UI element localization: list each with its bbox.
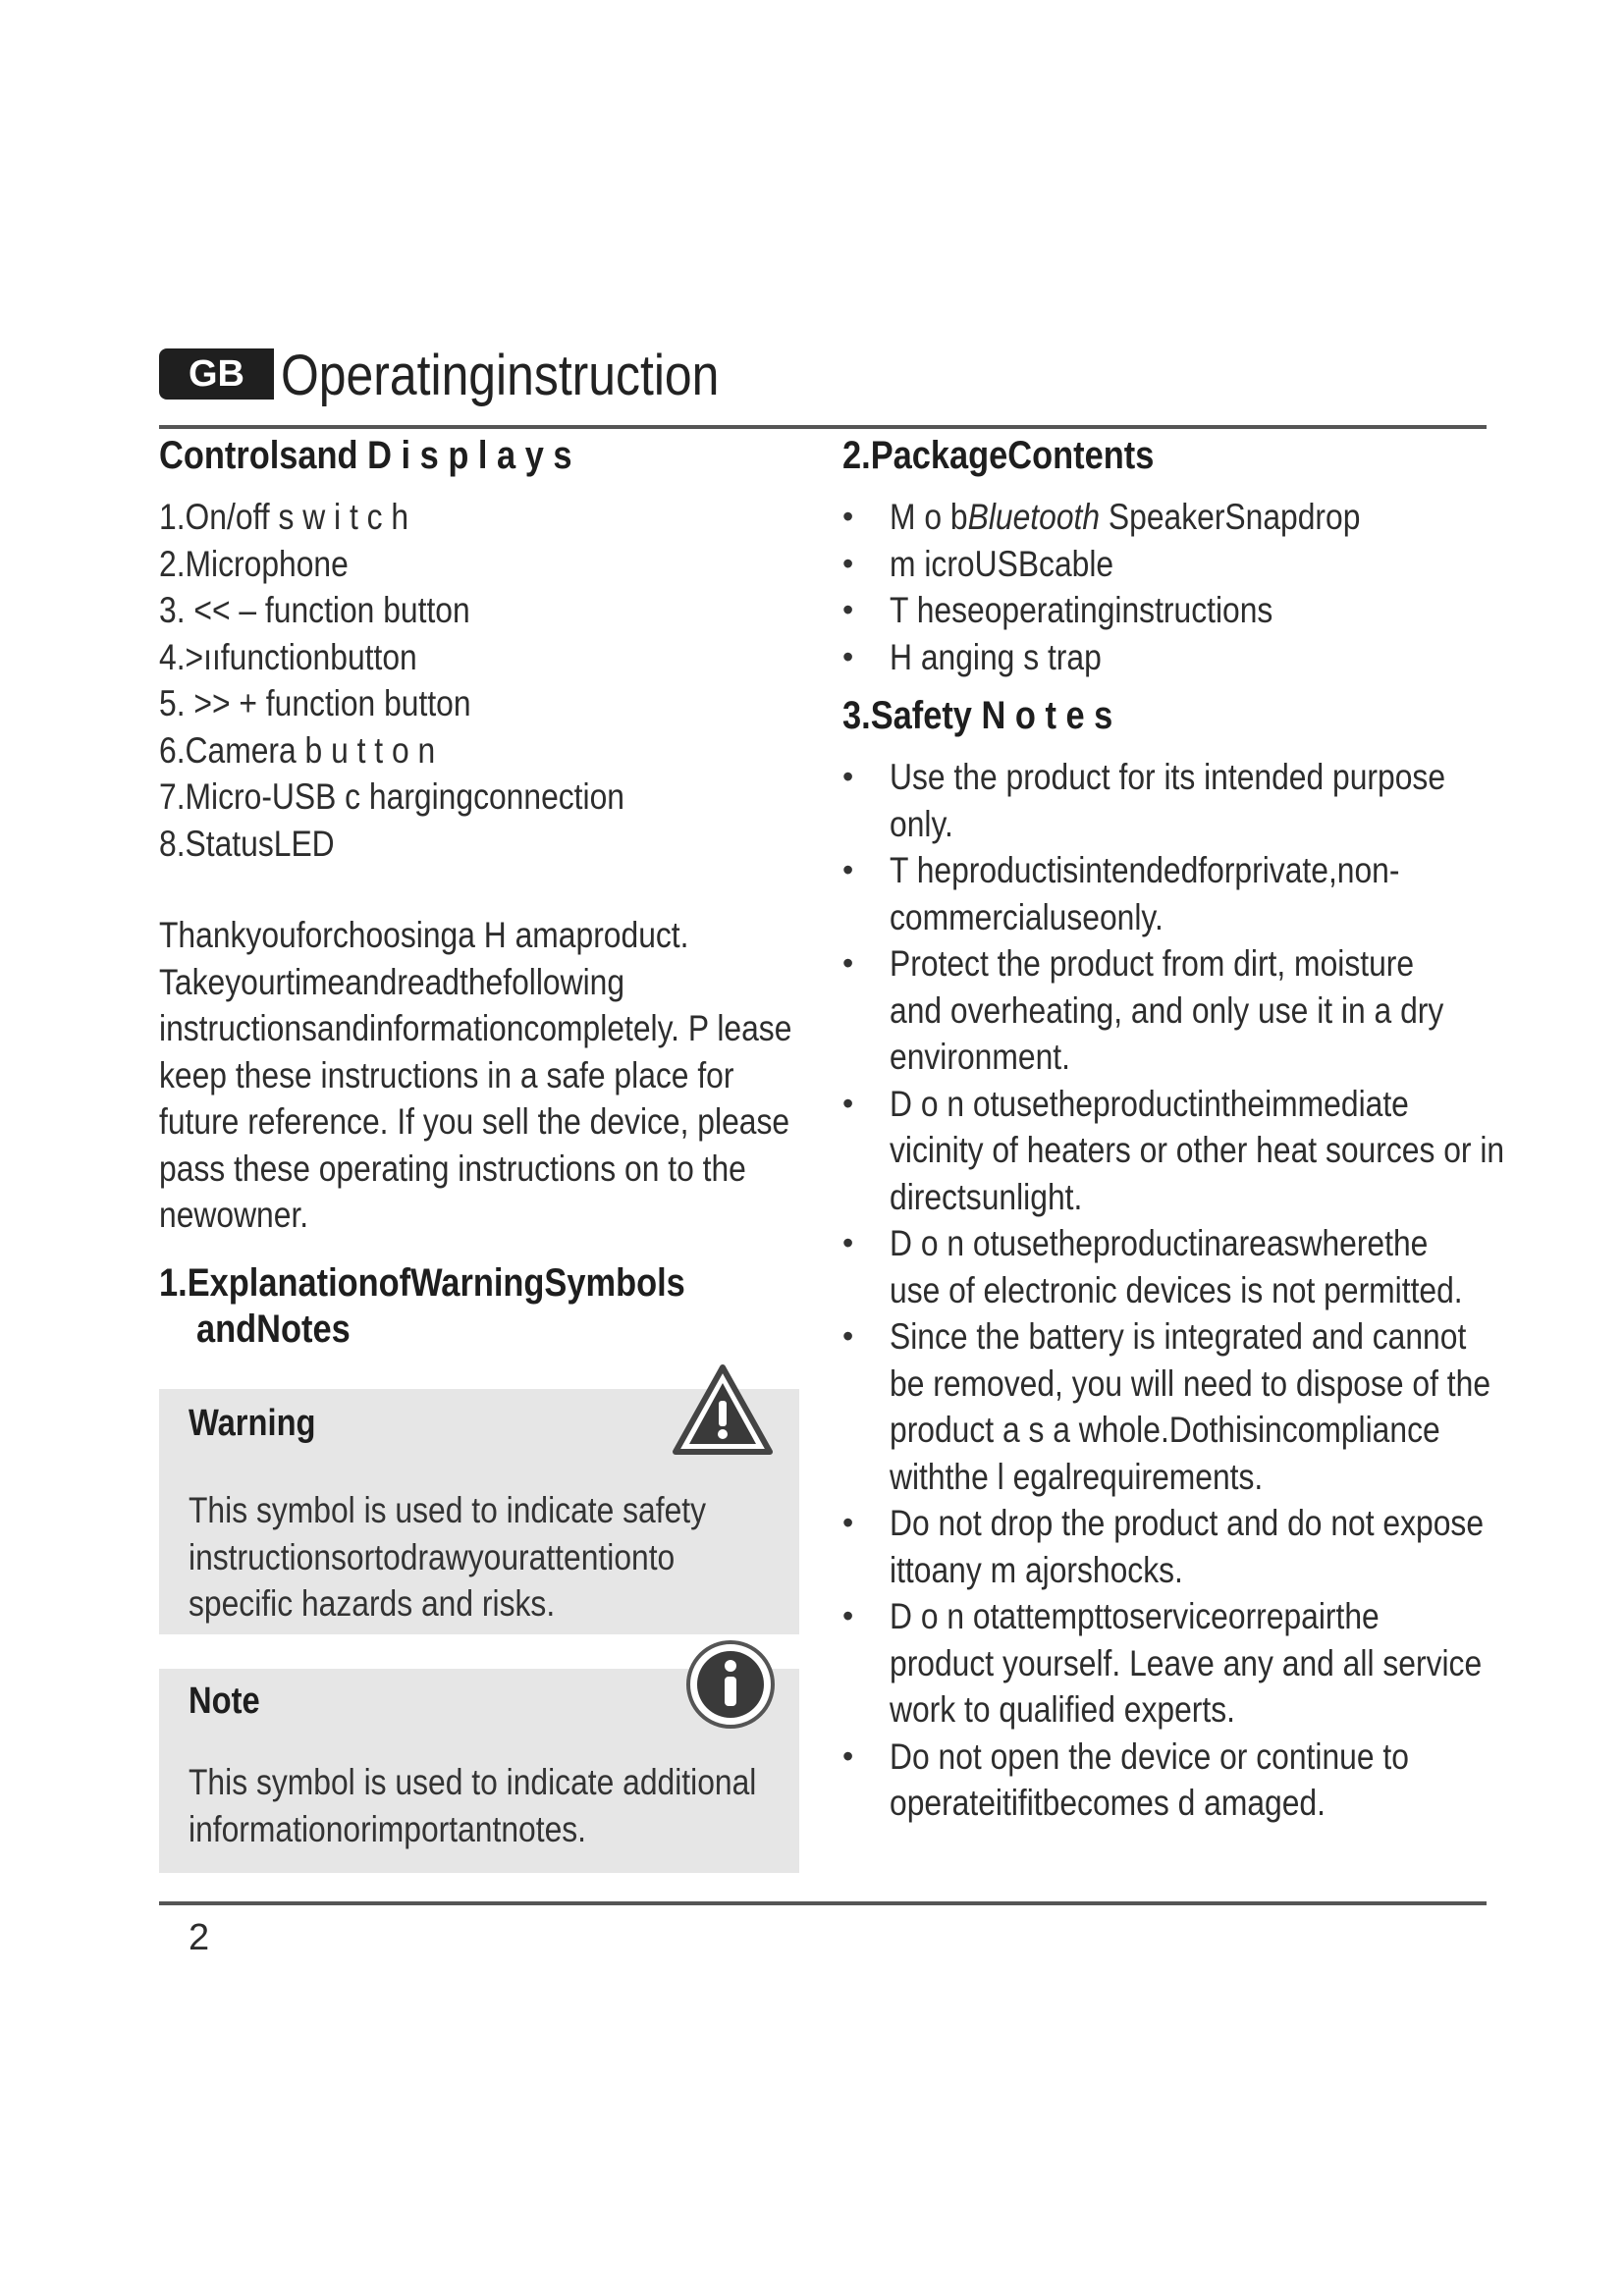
package-item: • T heseoperatinginstructions [842, 587, 1487, 634]
document-title: Operatinginstruction [281, 344, 720, 407]
note-line: informationorimportantnotes. [189, 1808, 587, 1849]
controls-item: 2.Microphone [159, 543, 349, 584]
intro-line: Takeyourtimeandreadthefollowing [159, 961, 625, 1002]
intro-line: instructionsandinformationcompletely. P lease [159, 1008, 792, 1048]
warning-box [159, 1389, 799, 1634]
safety-list [842, 754, 1505, 1827]
warning-text [189, 1487, 790, 1628]
controls-item: 1.On/off s w i t c h [159, 497, 409, 537]
safety-item: • Do not drop the product and do not expose ittoany m ajorshocks. [842, 1500, 1487, 1593]
package-item: • m icroUSBcable [842, 541, 1487, 588]
footer-rule [159, 1901, 1487, 1905]
package-heading: 2.PackageContents [842, 434, 1155, 477]
safety-item: • D o n otusetheproductintheimmediate vicinity of heaters or other heat sources or in directsunlight. [842, 1081, 1487, 1221]
safety-item: • D o n otattempttoserviceorrepairthe product yourself. Leave any and all service work to qualified experts. [842, 1593, 1487, 1734]
safety-heading: 3.Safety N o t e s [842, 694, 1113, 737]
safety-item: • D o n otusetheproductinareaswherethe use of electronic devices is not permitted. [842, 1220, 1487, 1313]
note-box [159, 1669, 799, 1873]
note-line: This symbol is used to indicate additional [189, 1762, 757, 1802]
safety-item: • Protect the product from dirt, moisture and overheating, and only use it in a dry environment. [842, 940, 1487, 1081]
warning-line: instructionsortodrawyourattentionto [189, 1536, 676, 1577]
package-item: • M o bBluetooth SpeakerSnapdrop [842, 494, 1487, 541]
controls-item: 4.>ııfunctionbutton [159, 636, 417, 677]
left-column [159, 434, 807, 1353]
header-rule [159, 425, 1487, 429]
safety-item: • Do not open the device or continue to operateitifitbecomes d amaged. [842, 1734, 1487, 1827]
intro-line: future reference. If you sell the device, please [159, 1101, 790, 1142]
controls-heading: Controlsand D i s p l a y s [159, 434, 572, 477]
package-item: • H anging s trap [842, 634, 1487, 681]
language-badge: GB [159, 348, 274, 400]
note-title: Note [189, 1681, 260, 1722]
warning-title: Warning [189, 1403, 316, 1444]
intro-line: newowner. [159, 1195, 309, 1235]
controls-list [159, 494, 807, 867]
right-column [842, 434, 1505, 1827]
warning-triangle-icon [672, 1363, 774, 1458]
warning-line: specific hazards and risks. [189, 1583, 556, 1624]
intro-paragraph [159, 912, 807, 1239]
safety-item: • Use the product for its intended purpose only. [842, 754, 1487, 847]
section1-heading: 1.ExplanationofWarningSymbols andNotes [159, 1260, 685, 1351]
controls-item: 8.StatusLED [159, 823, 335, 864]
info-circle-icon [685, 1639, 776, 1730]
controls-item: 6.Camera b u t t o n [159, 729, 436, 771]
safety-item: • Since the battery is integrated and cannot be removed, you will need to dispose of the product a s a whole.Dothisincompliance withthe l egalrequirements. [842, 1313, 1487, 1500]
controls-item: 7.Micro-USB c hargingconnection [159, 776, 624, 817]
intro-line: pass these operating instructions on to the [159, 1148, 746, 1189]
note-text [189, 1759, 849, 1852]
controls-item: 3. << – function button [159, 590, 470, 630]
safety-item: • T heproductisintendedforprivate,non- commercialuseonly. [842, 847, 1487, 940]
warning-line: This symbol is used to indicate safety [189, 1490, 707, 1530]
intro-line: Thankyouforchoosinga H amaproduct. [159, 915, 689, 955]
package-list [842, 494, 1487, 680]
page-header [159, 344, 1487, 429]
page-number: 2 [189, 1917, 210, 1958]
intro-line: keep these instructions in a safe place for [159, 1054, 734, 1095]
controls-item: 5. >> + function button [159, 683, 471, 723]
